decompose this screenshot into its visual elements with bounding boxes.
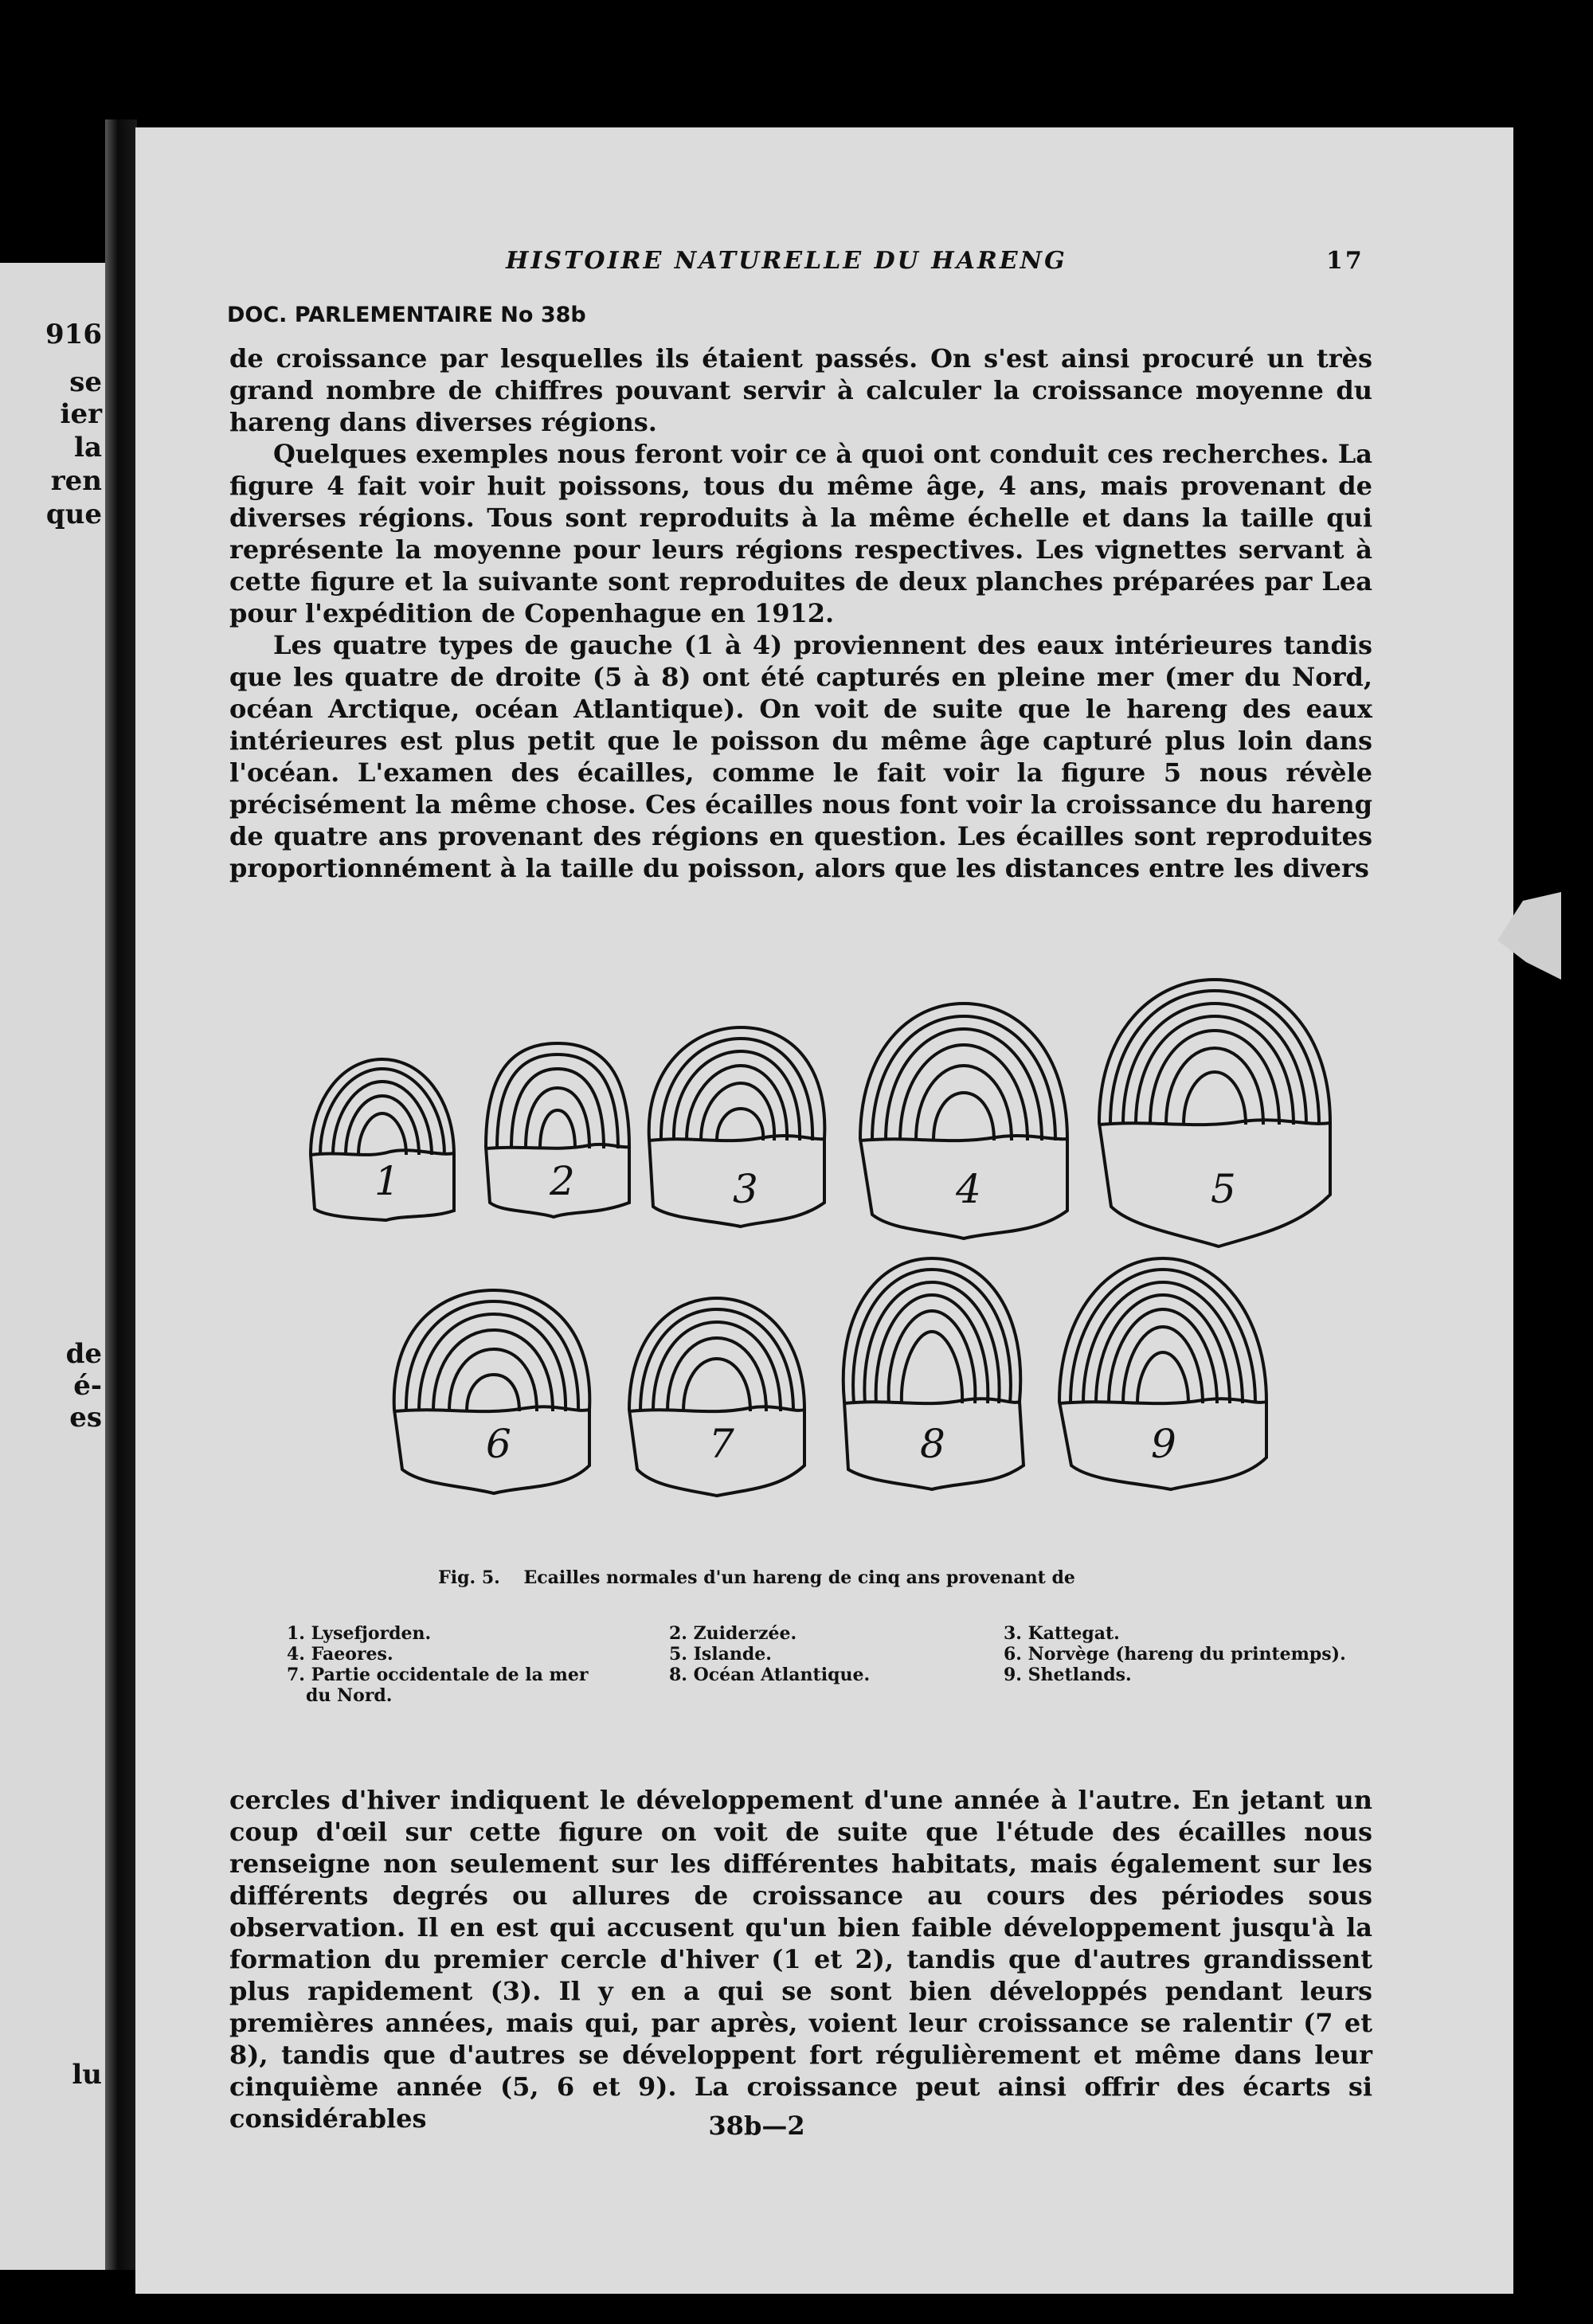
scale-number-label: 8: [920, 1421, 945, 1467]
scale-number-label: 6: [486, 1421, 511, 1467]
figure-5-scales: [247, 956, 1402, 1513]
page-number: 17: [1326, 247, 1364, 275]
left-page-text-fragment: se: [69, 366, 102, 398]
scales-illustration: [247, 956, 1402, 1513]
paragraph: cercles d'hiver indiquent le développement d'une année à l'autre. En jetant un coup d'œil sur cette figure on voit de suite que l'étude des écailles nous renseigne non seulement sur les différentes habitats, mais également sur les différents degrés ou allures de croissance au cours des périodes sous observation. Il en est qui accusent qu'un bien faible développement jusqu'à la formation du premier cercle d'hiver (1 et 2), tandis que d'autres grandissent plus rapidement (3). Il y en a qui se sont bien développés pendant leurs premières années, mais qui, par après, voient leur croissance se ralentir (7 et 8), tandis que d'autres se développent fort régulièrement et même dans leur cinquième année (5, 6 et 9). La croissance peut ainsi offrir des écarts si considérables: [229, 1785, 1372, 2134]
left-page-text-fragment: 916: [45, 319, 102, 350]
legend-item: 6. Norvège (hareng du printemps).: [1004, 1644, 1346, 1665]
scale-number-label: 4: [956, 1166, 981, 1212]
left-page-text-fragment: ier: [60, 398, 102, 430]
signature-mark: 38b—2: [708, 2111, 805, 2141]
legend-item: 9. Shetlands.: [1004, 1665, 1132, 1685]
figure-caption-text: Ecailles normales d'un hareng de cinq ans provenant de: [523, 1567, 1075, 1588]
body-text-bottom: [229, 1784, 1372, 2134]
scale-number-label: 7: [709, 1421, 734, 1467]
left-page-text-fragment: es: [69, 1402, 102, 1434]
document-label: DOC. PARLEMENTAIRE No 38b: [227, 303, 586, 327]
book-page: [135, 127, 1513, 2294]
legend-item: 7. Partie occidentale de la mer: [287, 1665, 589, 1685]
figure-caption-label: Fig. 5.: [438, 1567, 500, 1588]
figure-legend: [287, 1623, 1402, 1719]
legend-item: du Nord.: [306, 1685, 393, 1706]
running-head-title: HISTOIRE NATURELLE DU HARENG: [506, 247, 1067, 275]
legend-item: 4. Faeores.: [287, 1644, 393, 1665]
legend-item: 2. Zuiderzée.: [669, 1623, 797, 1644]
left-page-text-fragment: de: [65, 1338, 102, 1370]
paragraph: de croissance par lesquelles ils étaient passés. On s'est ainsi procuré un très grand nombre de chiffres pouvant servir à calculer la croissance moyenne du hareng dans diverses régions.: [229, 343, 1372, 437]
book-gutter: [105, 119, 137, 2270]
left-page-text-fragment: la: [74, 432, 102, 464]
legend-column: [669, 1623, 870, 1685]
left-page-text-fragment: é-: [73, 1370, 102, 1402]
left-page-text-fragment: lu: [72, 2059, 102, 2091]
left-page-text-fragment: ren: [50, 465, 102, 497]
scale-number-label: 2: [550, 1158, 575, 1204]
legend-item: 1. Lysefjorden.: [287, 1623, 432, 1644]
paragraph: Les quatre types de gauche (1 à 4) proviennent des eaux intérieures tandis que les quatre de droite (5 à 8) ont été capturés en pleine mer (mer du Nord, océan Arctique, océan Atlantique). On voit de suite que le hareng des eaux intérieures est plus petit que le poisson du même âge capturé plus loin dans l'océan. L'examen des écailles, comme le fait voir la figure 5 nous révèle précisément la même chose. Ces écailles nous font voir la croissance du hareng de quatre ans provenant des régions en question. Les écailles sont reproduites proportionnément à la taille du poisson, alors que les distances entre les divers: [229, 630, 1372, 883]
legend-item: 5. Islande.: [669, 1644, 772, 1665]
scale-number-label: 1: [374, 1158, 400, 1204]
left-page-text-fragment: que: [45, 499, 102, 530]
body-text-top: [229, 342, 1372, 884]
legend-column: [287, 1623, 588, 1706]
paragraph: Quelques exemples nous feront voir ce à quoi ont conduit ces recherches. La figure 4 fait voir huit poissons, tous du même âge, 4 ans, mais provenant de diverses régions. Tous sont reproduits à la même échelle et dans la taille qui représente la moyenne pour leurs régions respectives. Les vignettes servant à cette figure et la suivante sont reproduites de deux planches préparées par Lea pour l'expédition de Copenhague en 1912.: [229, 439, 1372, 628]
legend-column: [1004, 1623, 1346, 1685]
scale-number-label: 5: [1211, 1166, 1236, 1212]
figure-caption: [135, 1567, 1378, 1588]
legend-item: 3. Kattegat.: [1004, 1623, 1120, 1644]
legend-item: 8. Océan Atlantique.: [669, 1665, 871, 1685]
scale-number-label: 3: [733, 1166, 758, 1212]
scale-number-label: 9: [1151, 1421, 1176, 1467]
left-page-fragment: [0, 263, 119, 2270]
